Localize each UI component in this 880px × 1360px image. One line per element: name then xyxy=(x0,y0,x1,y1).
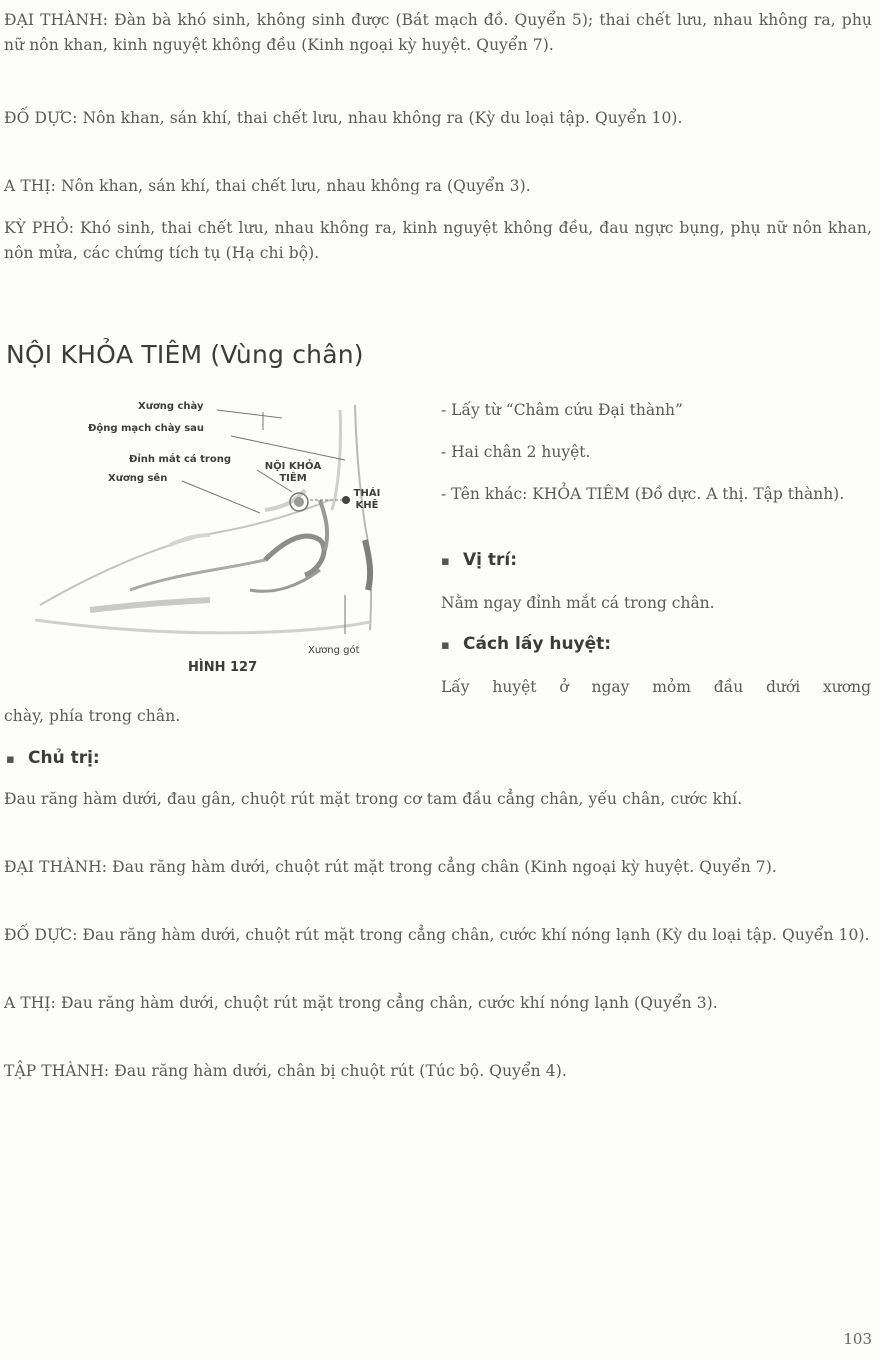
cach-lay-text-line2: chày, phía trong chân. xyxy=(4,707,181,725)
heading-chu-tri xyxy=(6,748,100,768)
heading-vi-tri xyxy=(441,550,517,570)
paragraph-do-duc: ĐỐ DỰC: Nôn khan, sán khí, thai chết lưu, nhau không ra (Kỳ du loại tập. Quyển 10). xyxy=(4,109,683,127)
label-xuong-got: Xương gót xyxy=(308,645,360,656)
ankle-figure xyxy=(20,390,420,685)
label-noi-khoa-line1: NỘI KHỎA xyxy=(264,461,322,472)
paragraph-ky-pho: KỲ PHỎ: Khó sinh, thai chết lưu, nhau không ra, kinh nguyệt không đều, đau ngực bụng, phụ nữ nôn khan, nôn mửa, các chứng tích tụ (Hạ chi bộ). xyxy=(4,219,872,262)
page-number: 103 xyxy=(843,1330,872,1348)
label-xuong-chay: Xương chày xyxy=(138,401,204,412)
heading-vi-tri-text: Vị trí: xyxy=(463,550,518,570)
paragraph-do-duc-2: ĐỐ DỰC: Đau răng hàm dưới, chuột rút mặt trong cẳng chân, cước khí nóng lạnh (Kỳ du loại tập. Quyển 10). xyxy=(4,926,870,944)
label-dinh-mat-ca-trong: Đỉnh mắt cá trong xyxy=(129,454,231,465)
bullet-icon: ▪ xyxy=(441,554,450,569)
bullet-icon: ▪ xyxy=(6,752,15,767)
paragraph-tap-thanh: TẬP THÀNH: Đau răng hàm dưới, chân bị chuột rút (Túc bộ. Quyển 4). xyxy=(4,1062,567,1080)
label-noi-khoa-line2: TIÊM xyxy=(279,473,307,484)
paragraph-a-thi: A THỊ: Nôn khan, sán khí, thai chết lưu, nhau không ra (Quyển 3). xyxy=(4,177,531,195)
heading-cach-lay-huyet xyxy=(441,634,611,654)
bullet-icon: ▪ xyxy=(441,638,450,653)
label-thai-khe-line1: THÁI xyxy=(353,488,381,499)
label-dong-mach-chay-sau: Động mạch chày sau xyxy=(88,423,205,434)
label-thai-khe-line2: KHÊ xyxy=(355,500,379,511)
paragraph-chu-tri: Đau răng hàm dưới, đau gân, chuột rút mặt trong cơ tam đầu cẳng chân, yếu chân, cước khí. xyxy=(4,790,743,808)
paragraph-dai-thanh-2: ĐẠI THÀNH: Đau răng hàm dưới, chuột rút mặt trong cẳng chân (Kinh ngoại kỳ huyệt. Quyển 7). xyxy=(4,858,777,876)
paragraph-dai-thanh: ĐẠI THÀNH: Đàn bà khó sinh, không sinh được (Bát mạch đồ. Quyển 5); thai chết lưu, nhau không ra, phụ nữ nôn khan, kinh nguyệt không đều (Kinh ngoại kỳ huyệt. Quyển 7). xyxy=(4,11,872,54)
cach-lay-text-line1: Lấy huyệt ở ngay mỏm đầu dưới xương xyxy=(441,678,871,696)
source-line: - Lấy từ “Châm cứu Đại thành” xyxy=(441,401,683,419)
label-noi-khoa-tiem xyxy=(263,461,323,485)
label-xuong-sen: Xương sên xyxy=(108,473,168,484)
heading-cach-lay-text: Cách lấy huyệt: xyxy=(463,634,612,654)
heading-chu-tri-text: Chủ trị: xyxy=(28,748,100,768)
figure-caption: HÌNH 127 xyxy=(188,660,258,675)
paragraph-a-thi-2: A THỊ: Đau răng hàm dưới, chuột rút mặt trong cẳng chân, cước khí nóng lạnh (Quyển 3). xyxy=(4,994,718,1012)
other-names-line: - Tên khác: KHỎA TIÊM (Đồ dực. A thị. Tập thành). xyxy=(441,485,845,503)
ankle-illustration xyxy=(20,390,420,685)
vi-tri-text: Nằm ngay đỉnh mắt cá trong chân. xyxy=(441,594,715,612)
section-title: NỘI KHỎA TIÊM (Vùng chân) xyxy=(6,340,364,369)
points-count-line: - Hai chân 2 huyệt. xyxy=(441,443,591,461)
label-thai-khe xyxy=(350,488,384,512)
